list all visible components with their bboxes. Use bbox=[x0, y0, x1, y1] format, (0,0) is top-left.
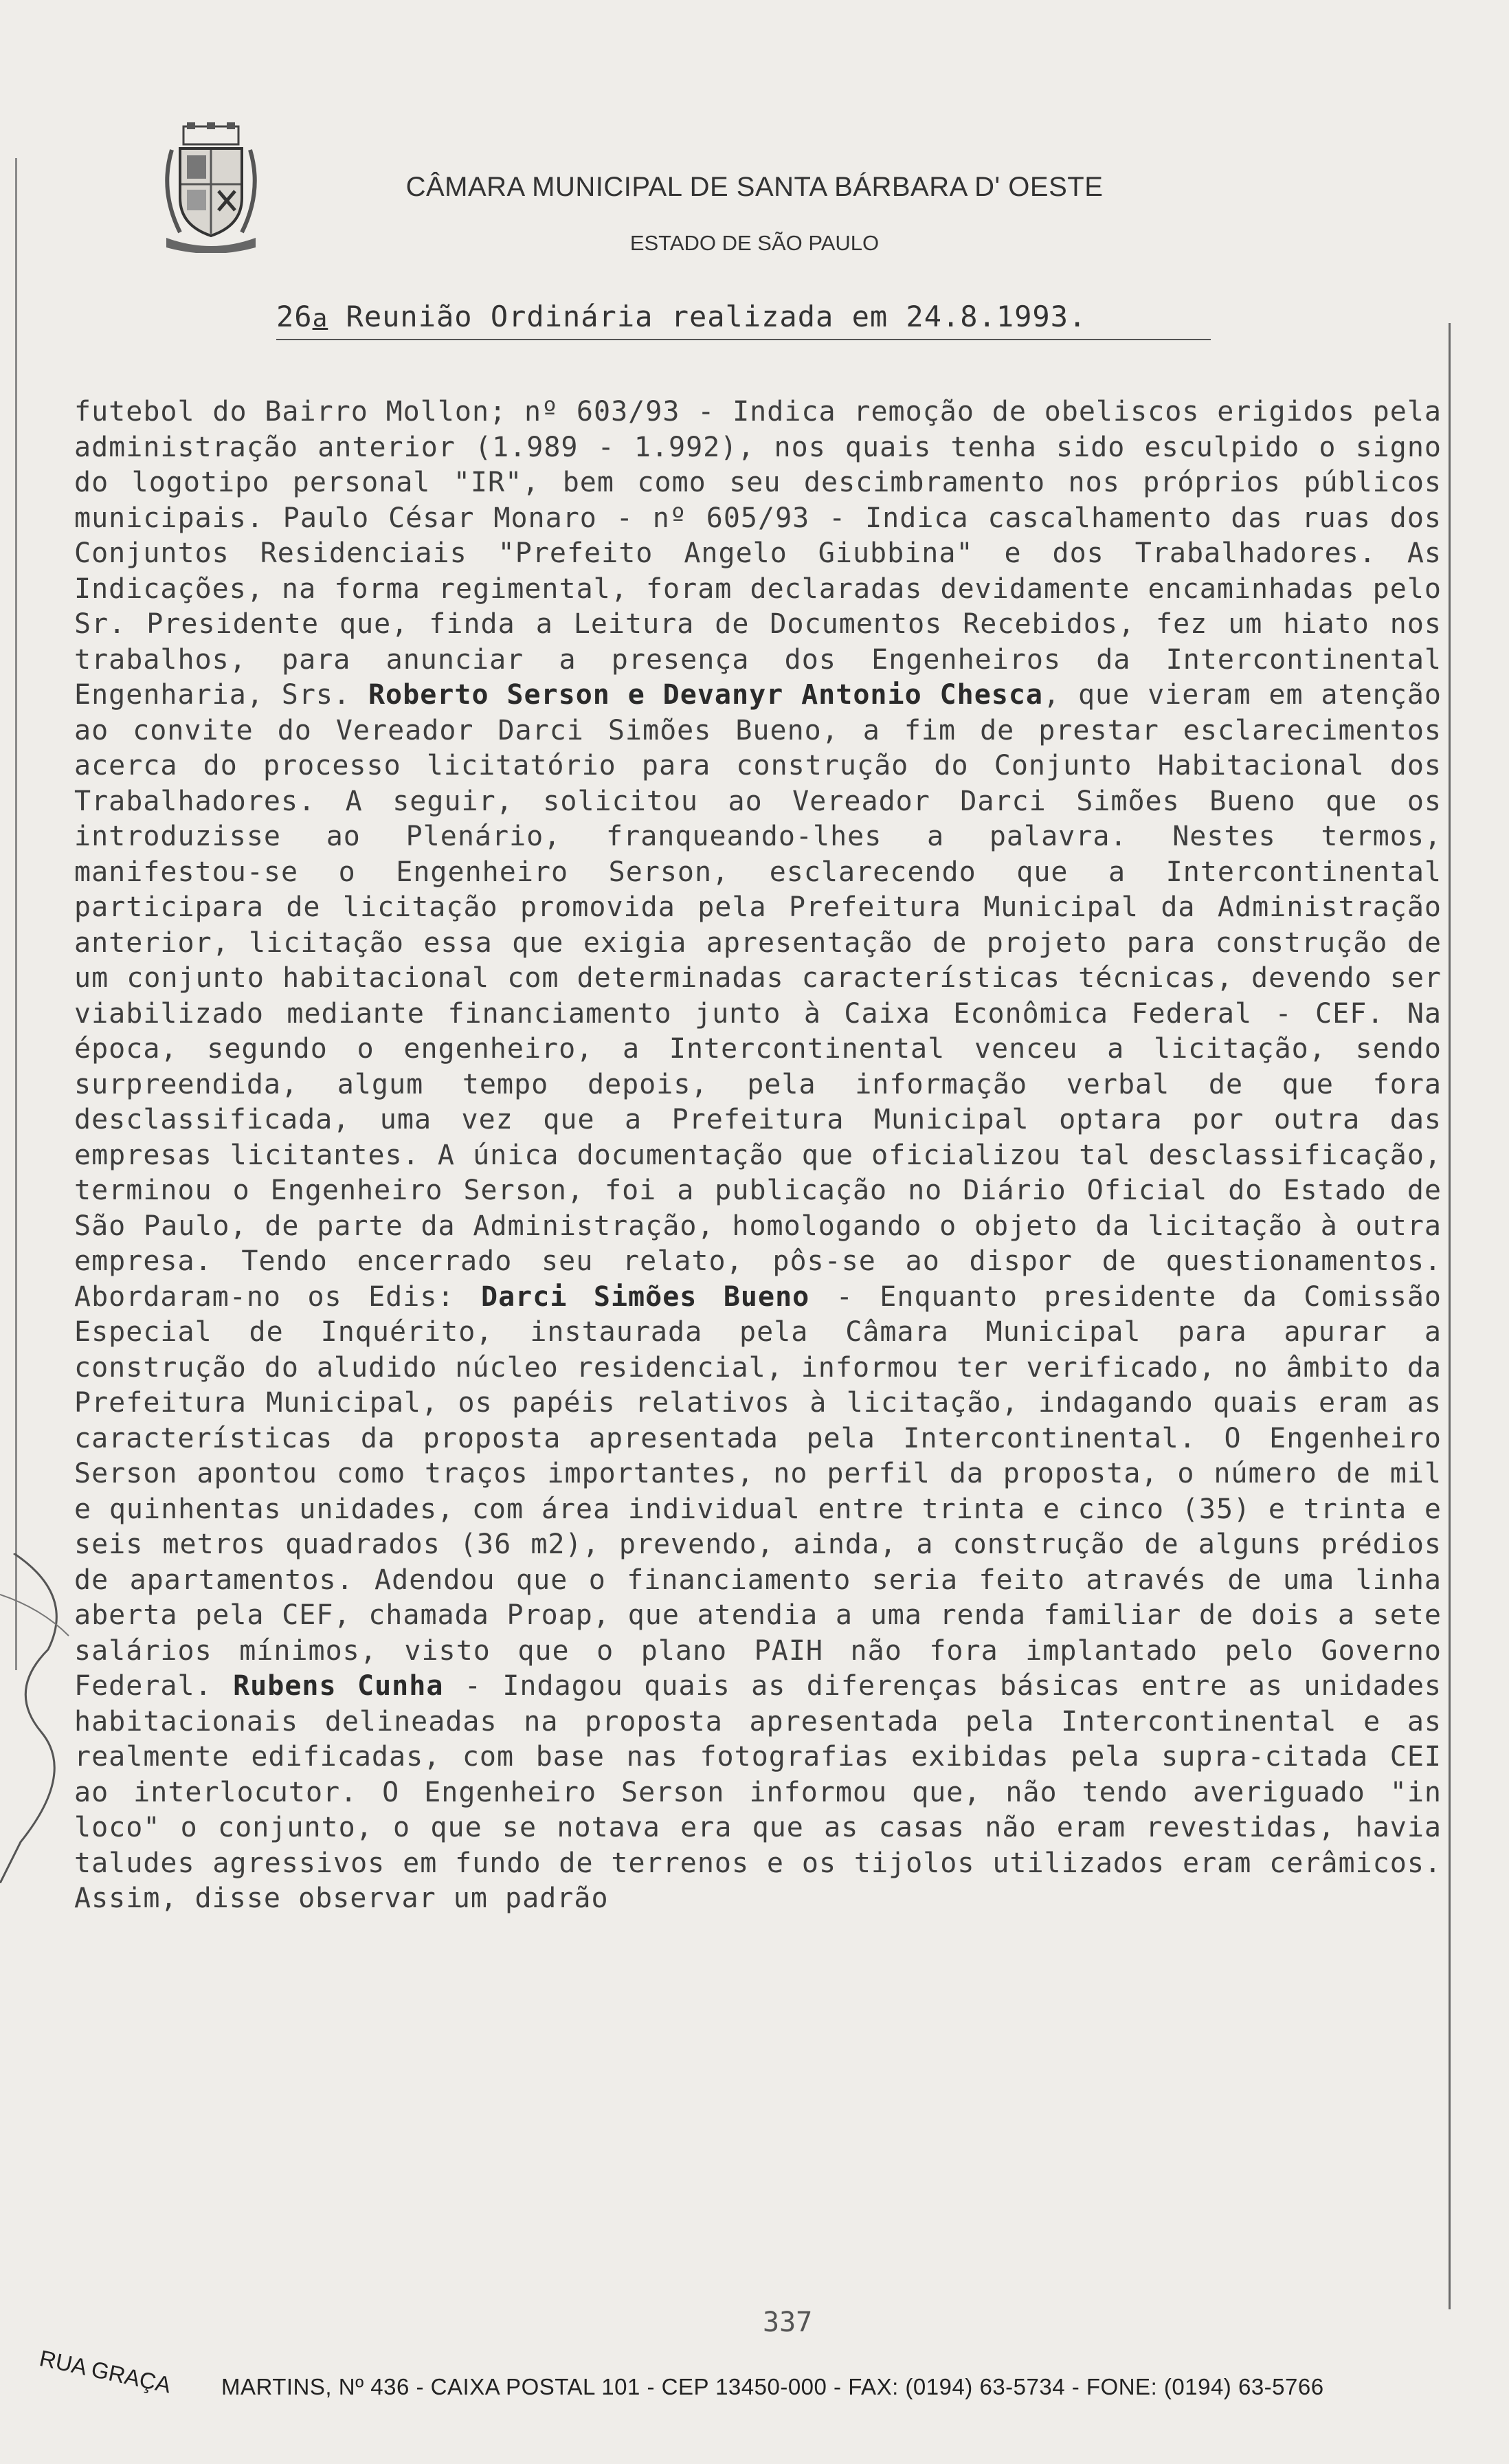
speaker-name-rubens: Rubens Cunha bbox=[233, 1670, 444, 1702]
minutes-body bbox=[74, 395, 1442, 1917]
left-margin-rule bbox=[15, 158, 17, 1670]
speaker-name-darci: Darci Simões Bueno bbox=[480, 1280, 810, 1313]
body-paragraph-2: , que vieram em atenção ao convite do Vereador Darci Simões Bueno, a fim de prestar esclarecimentos acerca do processo licitatório para construção do Conjunto Habitacional dos Trabalhadores. A seguir, solicitou ao Vereador Darci Simões Bueno que os introduzisse ao Plenário, franqueando-lhes a palavra. Nestes termos, manifestou-se o Engenheiro Serson, esclarecendo que a Intercontinental participara de licitação promovida pela Prefeitura Municipal da Administração anterior, licitação essa que exigia apresentação de projeto para construção de um conjunto habitacional com determinadas características técnicas, devendo ser viabilizado mediante financiamento junto à Caixa Econômica Federal - CEF. Na época, segundo o engenheiro, a Intercontinental venceu a licitação, sendo surpreendida, algum tempo depois, pela informação verbal de que fora desclassificada, uma vez que a Prefeitura Municipal optara por outra das empresas licitantes. A única documentação que oficializou tal desclassificação, terminou o Engenheiro Serson, foi a publicação no Diário Oficial do Estado de São Paulo, de parte da Administração, homologando o objeto da licitação à outra empresa. Tendo encerrado seu relato, pôs-se ao dispor de questionamentos. Abordaram-no os Edis: bbox=[74, 679, 1442, 1313]
session-title: Reunião Ordinária realizada em 24.8.1993. bbox=[328, 300, 1087, 333]
body-paragraph-3: - Enquanto presidente da Comissão Especial de Inquérito, instaurada pela Câmara Municipal para apurar a construção do aludido núcleo residencial, informou ter verificado, no âmbito da Prefeitura Municipal, os papéis relativos à licitação, indagando quais eram as características da proposta apresentada pela Intercontinental. O Engenheiro Serson apontou como traços importantes, no perfil da proposta, o número de mil e quinhentas unidades, com área individual entre trinta e cinco (35) e trinta e seis metros quadrados (36 m2), prevendo, ainda, a construção de alguns prédios de apartamentos. Adendou que o financiamento seria feito através de uma linha aberta pela CEF, chamada Proap, que atendia a uma renda familiar de dois a sete salários mínimos, visto que o plano PAIH não fora implantado pelo Governo Federal. bbox=[74, 1280, 1442, 1702]
session-underline bbox=[276, 339, 1211, 340]
page-number: 337 bbox=[763, 2307, 813, 2338]
handwritten-margin-mark-icon bbox=[0, 1553, 82, 1883]
institution-title: CÂMARA MUNICIPAL DE SANTA BÁRBARA D' OESTE bbox=[405, 172, 1104, 202]
footer-address bbox=[37, 2345, 1499, 2441]
body-paragraph-1: futebol do Bairro Mollon; nº 603/93 - Indica remoção de obeliscos erigidos pela administração anterior (1.989 - 1.992), nos quais tenha sido esculpido o signo do logotipo personal "IR", bem como seu descimbramento nos próprios públicos municipais. Paulo César Monaro - nº 605/93 - Indica cascalhamento das ruas dos Conjuntos Residenciais "Prefeito Angelo Giubbina" e dos Trabalhadores. As Indicações, na forma regimental, foram declaradas devidamente encaminhadas pelo Sr. Presidente que, finda a Leitura de Documentos Recebidos, fez um hiato nos trabalhos, para anunciar a presença dos Engenheiros da Intercontinental Engenharia, Srs. bbox=[74, 396, 1442, 711]
session-heading bbox=[276, 300, 1086, 333]
institution-subtitle: ESTADO DE SÃO PAULO bbox=[629, 231, 880, 255]
session-number: 26 bbox=[276, 300, 313, 333]
body-paragraph-4: - Indagou quais as diferenças básicas entre as unidades habitacionais delineadas na proposta apresentada pela Intercontinental e as realmente edificadas, com base nas fotografias exibidas pela supra-citada CEI ao interlocutor. O Engenheiro Serson informou que, não tendo averiguado "in loco" o conjunto, o que se notava era que as casas não eram revestidas, havia taludes agressivos em fundo de terrenos e os tijolos utilizados eram cerâmicos. Assim, disse observar um padrão bbox=[74, 1670, 1442, 1914]
right-margin-rule bbox=[1449, 323, 1451, 2309]
session-ordinal: a bbox=[312, 304, 328, 333]
footer-street: RUA GRAÇA bbox=[37, 2345, 174, 2398]
speaker-name-roberto-devanyr: Roberto Serson e Devanyr Antonio Chesca bbox=[368, 679, 1044, 711]
footer-contact: MARTINS, Nº 436 - CAIXA POSTAL 101 - CEP 13450-000 - FAX: (0194) 63-5734 - FONE: (0194) 63-5766 bbox=[221, 2374, 1324, 2399]
